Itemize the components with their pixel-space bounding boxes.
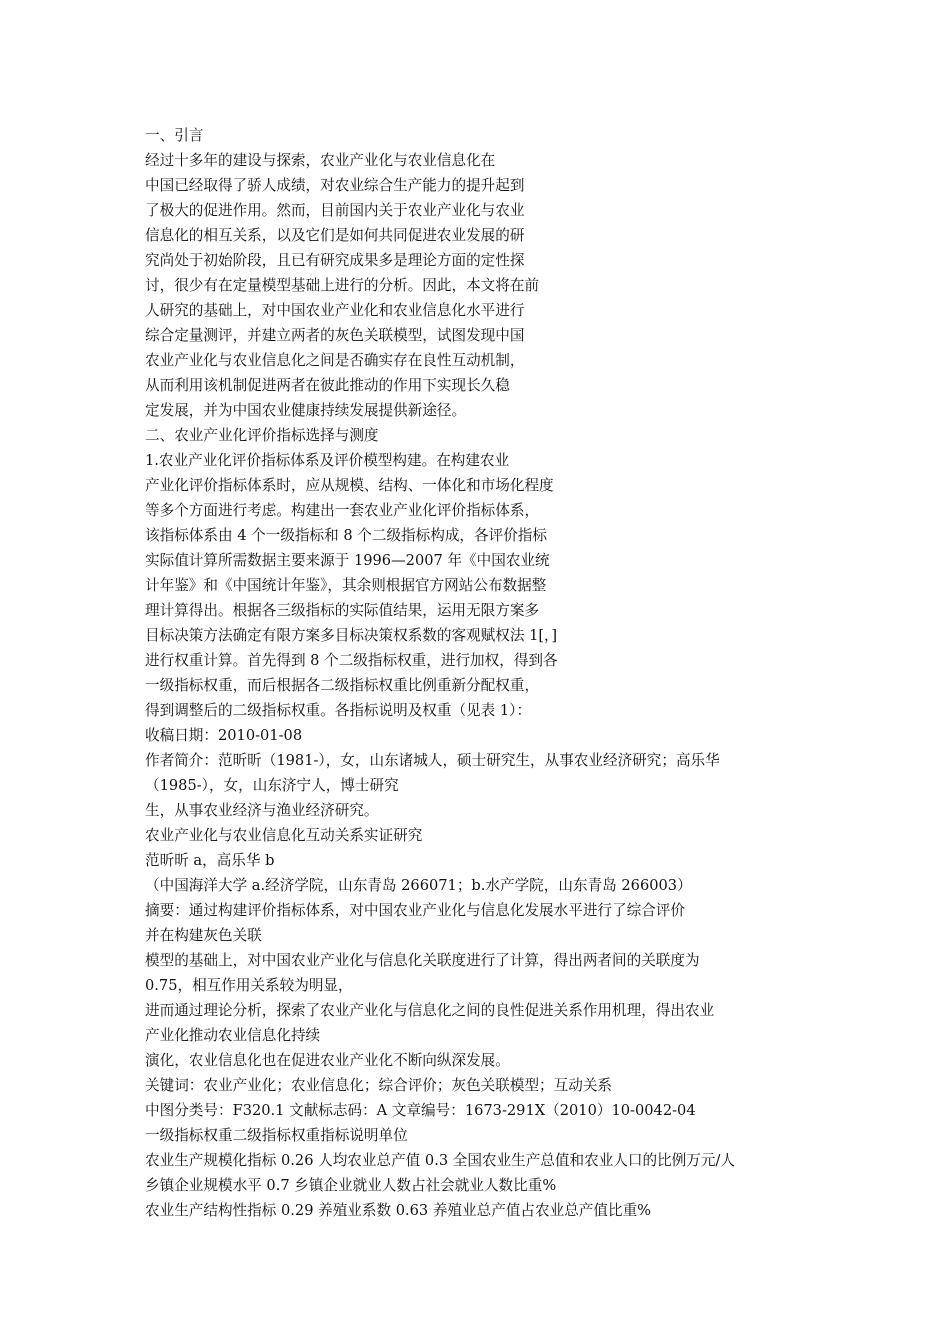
abstract-line: 产业化推动农业信息化持续 xyxy=(145,1027,321,1044)
paragraph-line: 中国已经取得了骄人成绩，对农业综合生产能力的提升起到 xyxy=(145,177,525,194)
paragraph-line: 从而利用该机制促进两者在彼此推动的作用下实现长久稳 xyxy=(145,377,510,394)
paragraph-line: 1.农业产业化评价指标体系及评价模型构建。在构建农业 xyxy=(145,452,510,469)
abstract-line: 模型的基础上，对中国农业产业化与信息化关联度进行了计算，得出两者间的关联度为 xyxy=(145,952,700,969)
paragraph-line: 人研究的基础上，对中国农业产业化和农业信息化水平进行 xyxy=(145,302,525,319)
paragraph-line: 该指标体系由 4 个一级指标和 8 个二级指标构成，各评价指标 xyxy=(145,527,547,544)
table-header-line: 一级指标权重二级指标权重指标说明单位 xyxy=(145,1127,408,1144)
section-heading: 一、引言 xyxy=(145,127,204,144)
received-date: 收稿日期：2010-01-08 xyxy=(145,727,303,744)
abstract-line: 进而通过理论分析，探索了农业产业化与信息化之间的良性促进关系作用机理，得出农业 xyxy=(145,1002,715,1019)
abstract-line: 并在构建灰色关联 xyxy=(145,927,262,944)
keywords-line: 关键词：农业产业化；农业信息化；综合评价；灰色关联模型；互动关系 xyxy=(145,1077,613,1094)
document-body xyxy=(145,123,815,1223)
abstract-line: 演化，农业信息化也在促进农业产业化不断向纵深发展。 xyxy=(145,1052,510,1069)
paragraph-line: 实际值计算所需数据主要来源于 1996—2007 年《中国农业统 xyxy=(145,552,550,569)
abstract-line: 0.75，相互作用关系较为明显， xyxy=(145,977,353,994)
table-row-line: 农业生产规模化指标 0.26 人均农业总产值 0.3 全国农业生产总值和农业人口的比例万元/人 xyxy=(145,1152,735,1169)
paragraph-line: 农业产业化与农业信息化之间是否确实存在良性互动机制， xyxy=(145,352,525,369)
paragraph-line: 经过十多年的建设与探索，农业产业化与农业信息化在 xyxy=(145,152,496,169)
paragraph-line: 等多个方面进行考虑。构建出一套农业产业化评价指标体系， xyxy=(145,502,540,519)
author-bio-line: （1985-），女，山东济宁人，博士研究 xyxy=(145,777,399,794)
paragraph-line: 理计算得出。根据各三级指标的实际值结果，运用无限方案多 xyxy=(145,602,540,619)
table-row-line: 乡镇企业规模水平 0.7 乡镇企业就业人数占社会就业人数比重% xyxy=(145,1177,557,1194)
author-bio-line: 生，从事农业经济与渔业经济研究。 xyxy=(145,802,379,819)
paragraph-line: 得到调整后的二级指标权重。各指标说明及权重（见表 1）： xyxy=(145,702,532,719)
paragraph-line: 讨，很少有在定量模型基础上进行的分析。因此，本文将在前 xyxy=(145,277,540,294)
paragraph-line: 究尚处于初始阶段，且已有研究成果多是理论方面的定性探 xyxy=(145,252,525,269)
paper-authors: 范昕昕 a，高乐华 b xyxy=(145,852,275,869)
paragraph-line: 了极大的促进作用。然而，目前国内关于农业产业化与农业 xyxy=(145,202,525,219)
paragraph-line: 目标决策方法确定有限方案多目标决策权系数的客观赋权法 1[，] xyxy=(145,627,558,644)
abstract-line: 摘要：通过构建评价指标体系，对中国农业产业化与信息化发展水平进行了综合评价 xyxy=(145,902,685,919)
paragraph-line: 定发展，并为中国农业健康持续发展提供新途径。 xyxy=(145,402,467,419)
paragraph-line: 综合定量测评，并建立两者的灰色关联模型，试图发现中国 xyxy=(145,327,525,344)
section-heading: 二、农业产业化评价指标选择与测度 xyxy=(145,427,379,444)
classification-line: 中图分类号：F320.1 文献标志码：A 文章编号：1673-291X（2010）10-0042-04 xyxy=(145,1102,696,1119)
paragraph-line: 一级指标权重，而后根据各二级指标权重比例重新分配权重， xyxy=(145,677,540,694)
paragraph-line: 信息化的相互关系，以及它们是如何共同促进农业发展的研 xyxy=(145,227,525,244)
paragraph-line: 进行权重计算。首先得到 8 个二级指标权重，进行加权，得到各 xyxy=(145,652,558,669)
paper-affiliations: （中国海洋大学 a.经济学院，山东青岛 266071；b.水产学院，山东青岛 266003） xyxy=(145,877,692,894)
paragraph-line: 计年鉴》和《中国统计年鉴》，其余则根据官方网站公布数据整 xyxy=(145,577,547,594)
author-bio-line: 作者简介：范昕昕（1981-），女，山东诸城人，硕士研究生，从事农业经济研究；高乐华 xyxy=(145,752,720,769)
table-row-line: 农业生产结构性指标 0.29 养殖业系数 0.63 养殖业总产值占农业总产值比重% xyxy=(145,1202,652,1219)
paragraph-line: 产业化评价指标体系时，应从规模、结构、一体化和市场化程度 xyxy=(145,477,554,494)
paper-title: 农业产业化与农业信息化互动关系实证研究 xyxy=(145,827,423,844)
